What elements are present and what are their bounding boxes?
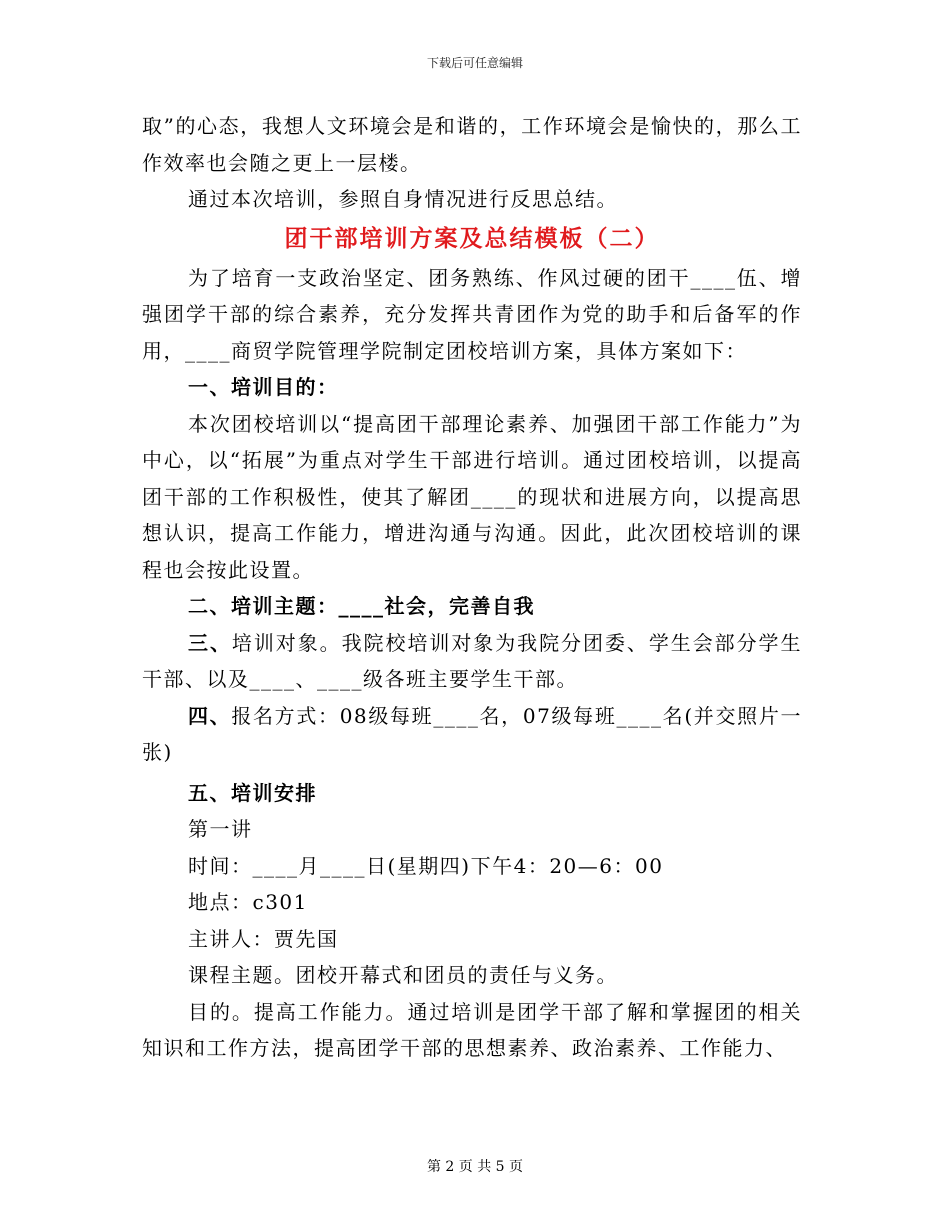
paragraph: 通过本次培训，参照自身情况进行反思总结。 <box>188 187 618 211</box>
section-heading: 一、培训目的： <box>188 375 339 399</box>
paragraph: 本次团校培训以“提高团干部理论素养、加强团干部工作能力”为中心，以“拓展”为重点对学生干部进行培训。通过团校培训，以提高团干部的工作积极性，使其了解团____的现状和进展方向，以提高思想认识，提高工作能力，增进沟通与沟通。因此，此次团校培训的课程也会按此设置。 <box>142 411 802 582</box>
list-item: 时间：____月____日(星期四)下午4：20—6：00 <box>188 853 664 878</box>
paragraph <box>142 698 802 771</box>
page-footer: 第 2 页 共 5 页 <box>426 1159 524 1175</box>
section-heading: 五、培训安排 <box>188 780 317 805</box>
document-body <box>142 108 802 1067</box>
list-item: 主讲人：贾先国 <box>188 926 339 951</box>
paragraph: 取”的心态，我想人文环境会是和谐的，工作环境会是愉快的，那么工作效率也会随之更上一层楼。 <box>142 114 802 175</box>
paragraph: 目的。提高工作能力。通过培训是团学干部了解和掌握团的相关知识和工作方法，提高团学干部的思想素养、政治素养、工作能力、 <box>142 999 802 1060</box>
list-item: 地点：c301 <box>188 890 308 914</box>
list-item: 课程主题。团校开幕式和团员的责任与义务。 <box>188 963 618 987</box>
paragraph <box>142 625 802 698</box>
section-heading-text: 报名方式：08级每班____名，07级每班____名(并交照片一张) <box>142 703 802 764</box>
section-heading-label: 四、 <box>188 703 232 728</box>
list-item: 第一讲 <box>188 817 253 841</box>
section-heading: 二、培训主题：____社会，完善自我 <box>188 594 535 618</box>
page-header: 下载后可任意编辑 <box>426 56 523 70</box>
section-title: 团干部培训方案及总结模板（二） <box>284 224 660 252</box>
section-heading-label: 三、 <box>188 630 232 655</box>
section-heading-text: 培训对象。我院校培训对象为我院分团委、学生会部分学生干部、以及____、____级各班主要学生干部。 <box>142 630 803 691</box>
paragraph: 为了培育一支政治坚定、团务熟练、作风过硬的团干____伍、增强团学干部的综合素养，充分发挥共青团作为党的助手和后备军的作用，____商贸学院管理学院制定团校培训方案，具体方案如下： <box>142 265 802 363</box>
